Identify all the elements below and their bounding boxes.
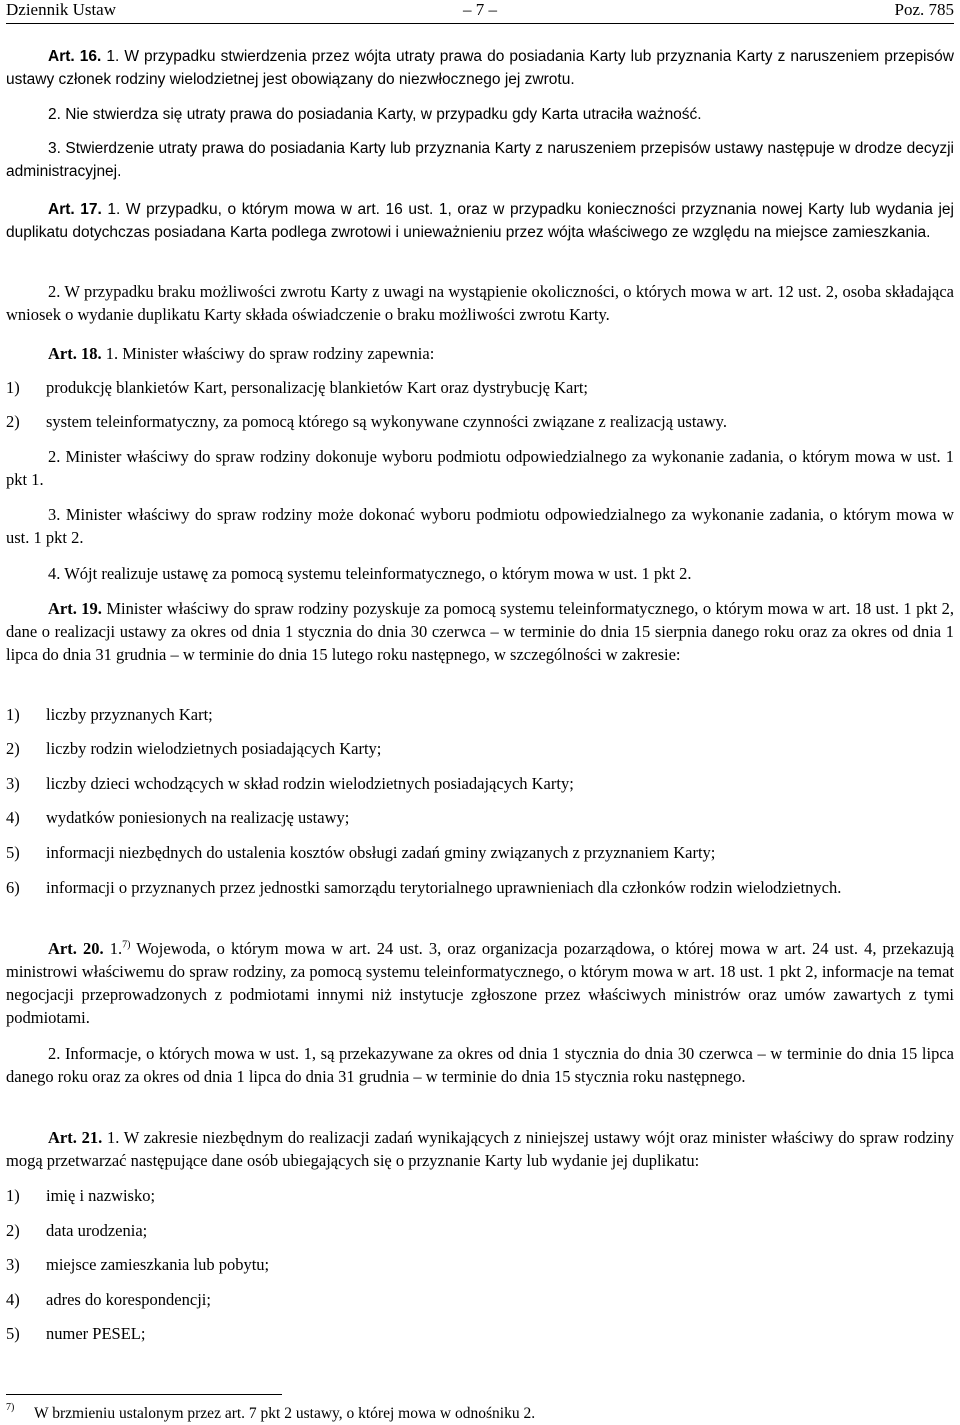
list-item: 4) wydatków poniesionych na realizację ustawy; bbox=[6, 808, 350, 827]
list-item: 2) system teleinformatyczny, za pomocą którego są wykonywane czynności związane z realizacją ustawy. bbox=[6, 412, 727, 431]
art18-para3: 3. Minister właściwy do spraw rodziny może dokonać wyboru podmiotu odpowiedzialnego za wykonanie zadania, o którym mowa w ust. 1 pkt 2. bbox=[6, 505, 954, 547]
footnote-text: W brzmieniu ustalonym przez art. 7 pkt 2 ustawy, o której mowa w odnośniku 2. bbox=[34, 1405, 536, 1422]
list-item: 5) informacji niezbędnych do ustalenia kosztów obsługi zadań gminy związanych z przyznaniem Karty; bbox=[6, 843, 716, 862]
list-item: 1) imię i nazwisko; bbox=[6, 1186, 156, 1205]
page-number: – 7 – bbox=[463, 0, 497, 19]
list-item: 4) adres do korespondencji; bbox=[6, 1290, 211, 1309]
footnote-separator bbox=[6, 1394, 282, 1395]
page-header bbox=[6, 0, 954, 24]
list-item: 5) numer PESEL; bbox=[6, 1324, 146, 1343]
art20-para1: Art. 20. 1.$^{7)}$ Wojewoda, o którym mowa w art. 24 ust. 3, oraz organizacja pozarządowa, o której mowa w art. 24 ust. 4, przekazują ministrowi właściwemu do spraw rodziny, za pomocą systemu teleinformatycznego, o którym mowa w art. 18 ust. 1 pkt 2, informacje na temat negocjacji przeprowadzonych z podmiotami innymi niż instytucje zgłoszone przez właściwych ministrów oraz umów zawartych z tymi podmiotami. bbox=[6, 939, 955, 1027]
list-item: 3) liczby dzieci wchodzących w skład rodzin wielodzietnych posiadających Karty; bbox=[6, 774, 574, 793]
list-item: 3) miejsce zamieszkania lub pobytu; bbox=[6, 1255, 270, 1274]
art18-para1: Art. 18. 1. Minister właściwy do spraw rodziny zapewnia: bbox=[48, 344, 435, 363]
art16-para3: 3. Stwierdzenie utraty prawa do posiadania Karty lub przyznania Karty z naruszeniem przepisów ustawy następuje w drodze decyzji administracyjnej. bbox=[6, 140, 954, 180]
list-item: 2) data urodzenia; bbox=[6, 1221, 148, 1240]
art16-para2: 2. Nie stwierdza się utraty prawa do posiadania Karty, w przypadku gdy Karta utraciła ważność. bbox=[48, 106, 702, 123]
art17-para2: 2. W przypadku braku możliwości zwrotu Karty z uwagi na wystąpienie okoliczności, o których mowa w art. 12 ust. 2, osoba składająca wniosek o wydanie duplikatu Karty składa oświadczenie o braku możliwości zwrotu Karty. bbox=[6, 282, 954, 324]
footnote-ref[interactable]: 7) bbox=[122, 939, 131, 951]
art21-para1: Art. 21. 1. W zakresie niezbędnym do realizacji zadań wynikających z niniejszej ustawy wójt oraz minister właściwy do spraw rodziny mogą przetwarzać następujące dane osób ubiegających się o przyznanie Karty lub wydanie jej duplikatu: bbox=[6, 1128, 955, 1170]
list-item: 1) liczby przyznanych Kart; bbox=[6, 705, 213, 724]
position-number: Poz. 785 bbox=[894, 0, 954, 19]
list-item: 6) informacji o przyznanych przez jednostki samorządu terytorialnego uprawnieniach dla członków rodzin wielodzietnych. bbox=[6, 878, 842, 897]
art18-para4: 4. Wójt realizuje ustawę za pomocą systemu teleinformatycznego, o którym mowa w ust. 1 pkt 2. bbox=[48, 564, 692, 583]
art17-para1: Art. 17. 1. W przypadku, o którym mowa w art. 16 ust. 1, oraz w przypadku konieczności przyznania nowej Karty lub wydania jej duplikatu dotychczas posiadana Karta podlega zwrotowi i unieważnieniu przez wójta właściwego ze względu na miejsce zamieszkania. bbox=[6, 201, 954, 241]
journal-title: Dziennik Ustaw bbox=[6, 0, 117, 19]
list-item: 2) liczby rodzin wielodzietnych posiadających Karty; bbox=[6, 739, 382, 758]
footnote-mark: 7) bbox=[6, 1402, 15, 1413]
art16-para1: Art. 16. 1. W przypadku stwierdzenia przez wójta utraty prawa do posiadania Karty lub przyznania Karty z naruszeniem przepisów ustawy członek rodziny wielodzietnej jest obowiązany do niezwłocznego jej zwrotu. bbox=[6, 48, 954, 88]
list-item: 1) produkcję blankietów Kart, personalizację blankietów Kart oraz dystrybucję Kart; bbox=[6, 378, 589, 397]
art19-para1: Art. 19. Minister właściwy do spraw rodziny pozyskuje za pomocą systemu teleinformatycznego, o którym mowa w art. 18 ust. 1 pkt 2, dane o realizacji ustawy za okres od dnia 1 stycznia do dnia 30 czerwca – w terminie do dnia 15 sierpnia danego roku oraz za okres od dnia 1 lipca do dnia 31 grudnia – w terminie do dnia 15 lutego roku następnego, w szczególności w zakresie: bbox=[6, 599, 955, 664]
art18-para2: 2. Minister właściwy do spraw rodziny dokonuje wyboru podmiotu odpowiedzialnego za wykonanie zadania, o którym mowa w ust. 1 pkt 1. bbox=[6, 447, 954, 489]
art20-para2: 2. Informacje, o których mowa w ust. 1, są przekazywane za okres od dnia 1 stycznia do dnia 30 czerwca – w terminie do dnia 15 lipca danego roku oraz za okres od dnia 1 lipca do dnia 31 grudnia – w terminie do dnia 15 stycznia roku następnego. bbox=[6, 1044, 954, 1086]
